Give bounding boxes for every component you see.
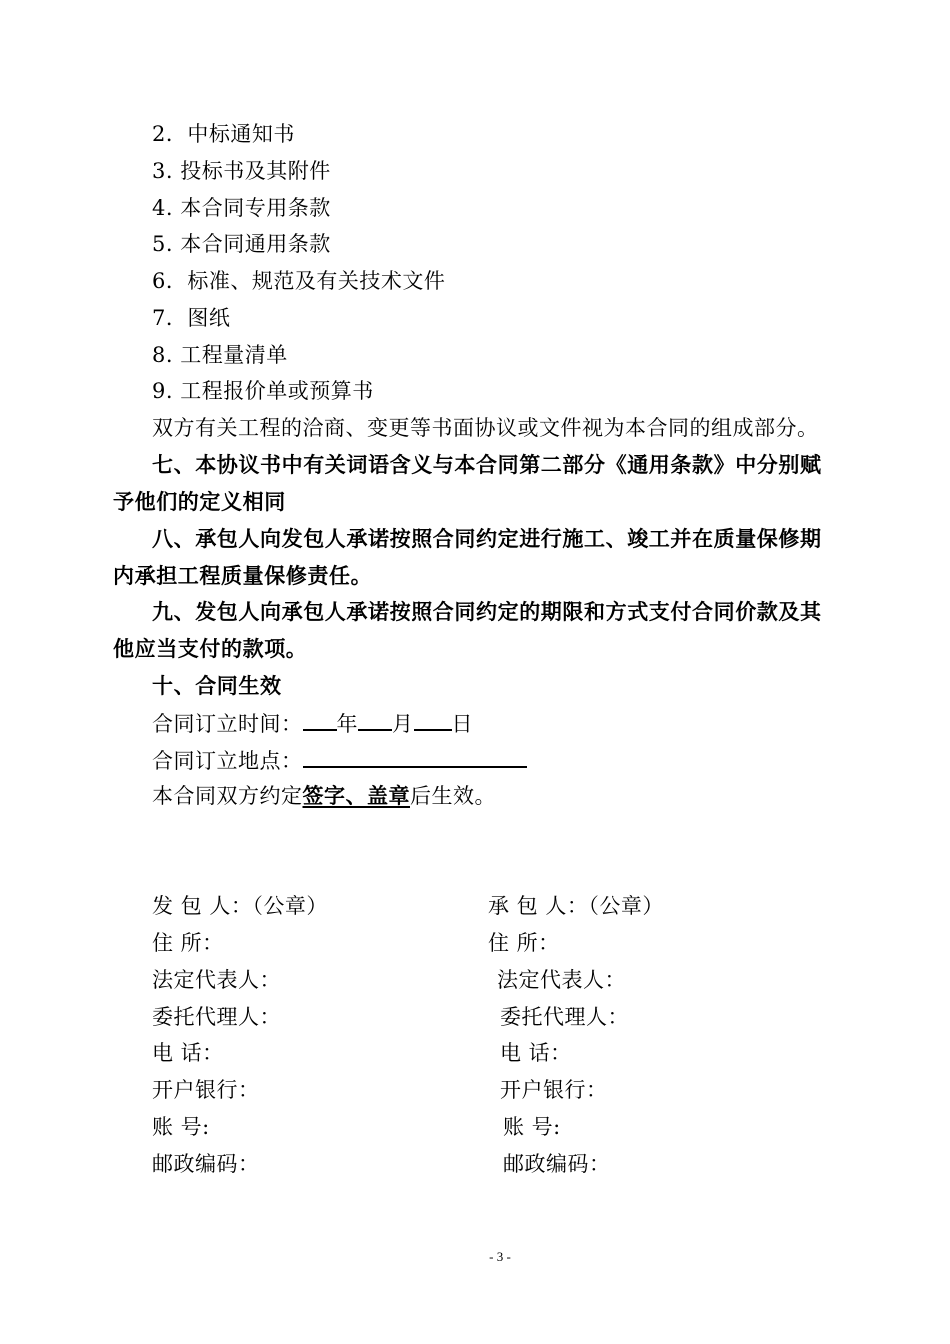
- day-label: 日: [451, 712, 473, 736]
- year-label: 年: [336, 712, 358, 736]
- employer-account: 账 号:: [152, 1115, 210, 1139]
- signing-place: [152, 745, 527, 776]
- list-item: 6．标准、规范及有关技术文件: [152, 269, 446, 293]
- contractor-account: 账 号:: [503, 1115, 561, 1139]
- place-blank[interactable]: [303, 745, 527, 768]
- employer-agent: 委托代理人：: [152, 1005, 281, 1029]
- contractor-title: 承 包 人：（公章）: [488, 894, 664, 918]
- effect-underlined: 签字、盖章: [302, 783, 410, 808]
- list-item: 9. 工程报价单或预算书: [152, 379, 374, 403]
- employer-title: 发 包 人：（公章）: [152, 894, 328, 918]
- year-blank[interactable]: [303, 708, 337, 731]
- composition-paragraph: 双方有关工程的洽商、变更等书面协议或文件视为本合同的组成部分。: [152, 416, 819, 440]
- effect-sentence: [152, 781, 496, 811]
- clause-9-line-2: 他应当支付的款项。: [113, 636, 308, 661]
- list-item: 8. 工程量清单: [152, 343, 288, 367]
- list-item: 7．图纸: [152, 306, 231, 330]
- clause-8-line-2: 内承担工程质量保修责任。: [113, 563, 373, 588]
- list-item: 2．中标通知书: [152, 122, 295, 146]
- contractor-phone: 电 话：: [500, 1041, 572, 1065]
- day-blank[interactable]: [414, 708, 452, 731]
- employer-postcode: 邮政编码：: [152, 1152, 260, 1176]
- signing-place-label: 合同订立地点：: [152, 749, 303, 773]
- month-label: 月: [392, 712, 414, 736]
- month-blank[interactable]: [358, 708, 392, 731]
- contractor-legal-rep: 法定代表人：: [497, 968, 626, 992]
- employer-address: 住 所：: [152, 931, 224, 955]
- clause-9-line-1: 九、发包人向承包人承诺按照合同约定的期限和方式支付合同价款及其: [152, 599, 822, 624]
- list-item: 4. 本合同专用条款: [152, 196, 331, 220]
- list-item: 3. 投标书及其附件: [152, 159, 331, 183]
- list-item: 5. 本合同通用条款: [152, 232, 331, 256]
- clause-7-line-2: 予他们的定义相同: [113, 489, 286, 514]
- signing-time-label: 合同订立时间：: [152, 712, 303, 736]
- contractor-address: 住 所：: [488, 931, 560, 955]
- contractor-agent: 委托代理人：: [500, 1005, 629, 1029]
- employer-bank: 开户银行：: [152, 1078, 260, 1102]
- clause-7-line-1: 七、本协议书中有关词语含义与本合同第二部分《通用条款》中分别赋: [152, 452, 822, 477]
- effect-suffix: 后生效。: [410, 784, 496, 808]
- employer-legal-rep: 法定代表人：: [152, 968, 281, 992]
- clause-8-line-1: 八、承包人向发包人承诺按照合同约定进行施工、竣工并在质量保修期: [152, 526, 822, 551]
- clause-10-heading: 十、合同生效: [152, 673, 282, 698]
- contractor-bank: 开户银行：: [500, 1078, 608, 1102]
- effect-prefix: 本合同双方约定: [152, 784, 303, 808]
- contractor-postcode: 邮政编码：: [503, 1152, 611, 1176]
- employer-phone: 电 话：: [152, 1041, 224, 1065]
- signing-time: [152, 708, 473, 739]
- page-number: - 3 -: [489, 1249, 511, 1264]
